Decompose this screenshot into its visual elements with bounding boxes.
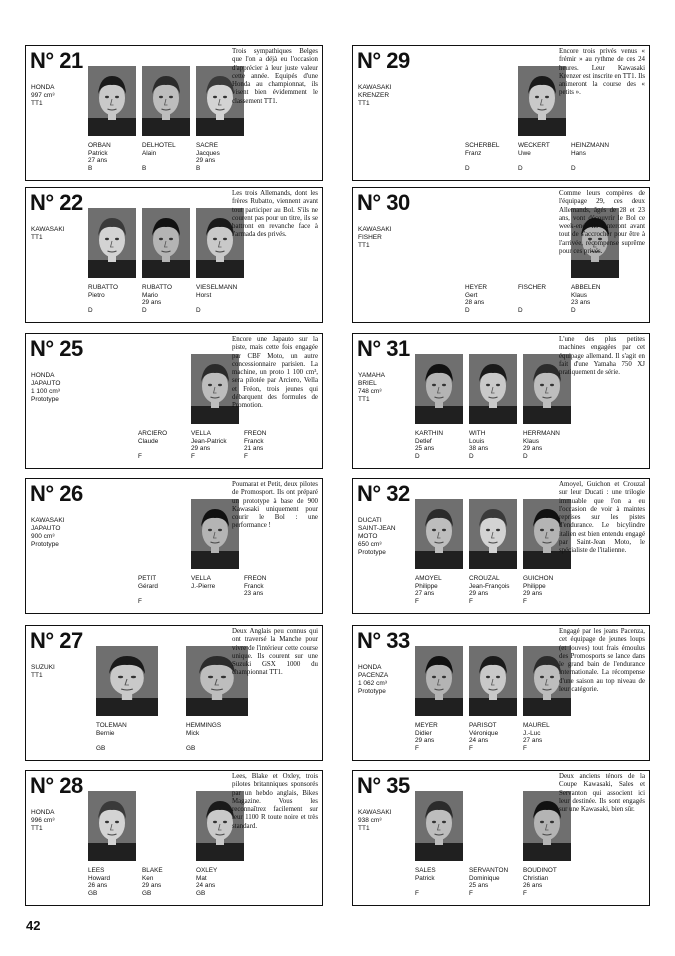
rider-first: Bernie <box>96 729 115 737</box>
rider-age <box>191 590 247 598</box>
rider-nat: F <box>469 597 473 605</box>
team-card <box>352 187 650 323</box>
rider-nat: D <box>518 164 523 172</box>
rider-age: 28 ans <box>465 299 485 307</box>
rider-info <box>518 284 574 314</box>
rider-first: Patrick <box>88 149 108 157</box>
rider-nat: GB <box>96 744 106 752</box>
team-card <box>352 625 650 761</box>
bike-info-line: YAMAHA <box>358 372 385 379</box>
rider-info <box>244 430 300 460</box>
rider-nat <box>191 598 247 606</box>
team-card <box>25 770 323 906</box>
bike-info-line: 748 cm³ <box>358 388 382 395</box>
rider-nat: B <box>88 164 93 172</box>
rider-age: 29 ans <box>142 299 162 307</box>
bike-info-line: KAWASAKI <box>31 517 65 524</box>
rider-last: ARCIERO <box>138 430 168 437</box>
rider-last: TOLEMAN <box>96 722 127 729</box>
rider-age: 29 ans <box>191 445 211 453</box>
rider-first: Franck <box>244 437 264 445</box>
bike-info-line: Prototype <box>31 541 59 548</box>
rider-first: Patrick <box>415 874 435 882</box>
rider-age <box>415 882 471 890</box>
rider-age <box>465 157 521 165</box>
rider-info <box>88 867 144 897</box>
rider-age <box>96 737 152 745</box>
rider-photo <box>88 208 136 278</box>
rider-info <box>523 575 579 605</box>
rider-nat: F <box>415 597 419 605</box>
rider-first: Franck <box>244 582 264 590</box>
rider-info <box>465 142 521 172</box>
rider-last: HEYER <box>465 284 488 291</box>
bike-info-line: KAWASAKI <box>358 226 392 233</box>
team-card <box>25 187 323 323</box>
rider-age: 38 ans <box>469 445 489 453</box>
team-description: Les trois Allemands, dont les frères Rubatto, viennent avant tout participer au Bol. S'ils ne courent pas pour un titre, ils se battront en revanche face à l'armada des privés. <box>232 190 318 239</box>
rider-last: ORBAN <box>88 142 111 149</box>
rider-info <box>196 867 252 897</box>
bike-info <box>358 664 420 696</box>
rider-age: 26 ans <box>523 882 543 890</box>
rider-nat: F <box>469 744 473 752</box>
rider-nat: F <box>415 744 419 752</box>
rider-age: 29 ans <box>523 445 543 453</box>
bike-info-line: PACENZA <box>358 672 389 679</box>
rider-info <box>142 142 198 172</box>
bike-info-line: JAPAUTO <box>31 525 61 532</box>
rider-nat: F <box>415 889 419 897</box>
rider-age: 26 ans <box>88 882 108 890</box>
rider-first: J.-Luc <box>523 729 541 737</box>
rider-nat: D <box>142 306 147 314</box>
bike-info-line: 1 062 cm³ <box>358 680 387 687</box>
rider-age: 29 ans <box>469 590 489 598</box>
team-number: N° 31 <box>357 336 410 361</box>
bike-info <box>31 226 93 242</box>
rider-first: Howard <box>88 874 111 882</box>
rider-age <box>142 157 198 165</box>
rider-nat: D <box>469 452 474 460</box>
rider-nat: D <box>571 306 576 314</box>
team-number: N° 30 <box>357 190 410 215</box>
rider-age: 27 ans <box>415 590 435 598</box>
rider-info <box>415 575 471 605</box>
rider-last: FREON <box>244 575 267 582</box>
rider-first: Pietro <box>88 291 105 299</box>
team-description: Encore une Japauto sur la piste, mais cette fois engagée par CBF Moto, un autre concessionnaire parisien. La machine, un proto 1 100 cm³, sera pilotée par Arciero, Vella et Fréon, trois jeunes qui débarquent des formules de Promotion. <box>232 336 318 410</box>
rider-age <box>138 590 194 598</box>
bike-info-line: HONDA <box>31 84 55 91</box>
rider-first: Gert <box>465 291 478 299</box>
rider-last: HEINZMANN <box>571 142 609 149</box>
team-description: Lees, Blake et Oxley, trois pilotes britanniques sponsorés par un hebdo anglais, Bikes Magazine. Vous les reconnaîtrez facilement sur leur 1100 R toute noire et très standard. <box>232 773 318 830</box>
rider-first: Uwe <box>518 149 531 157</box>
bike-info-line: TT1 <box>31 825 43 832</box>
bike-info-line: TT1 <box>358 100 370 107</box>
rider-photo <box>142 66 190 136</box>
team-number: N° 32 <box>357 481 410 506</box>
rider-info <box>196 142 252 172</box>
rider-photo <box>415 499 463 569</box>
rider-last: BLAKE <box>142 867 163 874</box>
team-number: N° 28 <box>30 773 83 798</box>
rider-nat: F <box>138 452 142 460</box>
team-number: N° 33 <box>357 628 410 653</box>
team-description: Comme leurs compères de l'équipage 29, ces deux Allemands, âgés de 28 et 23 ans, vont découvrir le Bol ce week-end. Ils tenteront avant tout de s'accrocher pour être à l'arrivée, récompense suprême pour ces privés. <box>559 190 645 256</box>
bike-info <box>358 226 420 250</box>
rider-first: Christian <box>523 874 549 882</box>
rider-nat <box>244 598 300 606</box>
rider-photo <box>415 791 463 861</box>
rider-last: FISCHER <box>518 284 547 291</box>
bike-info-line: HONDA <box>31 372 55 379</box>
rider-info <box>571 284 627 314</box>
team-card <box>352 45 650 181</box>
rider-nat: D <box>523 452 528 460</box>
rider-nat: D <box>518 306 523 314</box>
rider-info <box>196 284 252 314</box>
bike-info-line: TT1 <box>358 825 370 832</box>
rider-first <box>518 292 574 300</box>
rider-age: 24 ans <box>469 737 489 745</box>
rider-first: Véronique <box>469 729 499 737</box>
bike-info-line: TT1 <box>358 396 370 403</box>
team-card <box>25 45 323 181</box>
bike-info-line: FISHER <box>358 234 382 241</box>
rider-info <box>469 575 525 605</box>
rider-first: Jean-Patrick <box>191 437 227 445</box>
rider-age: 29 ans <box>523 590 543 598</box>
rider-first: Claude <box>138 437 159 445</box>
rider-nat: F <box>191 452 195 460</box>
rider-info <box>571 142 627 172</box>
rider-last: LEES <box>88 867 105 874</box>
team-card <box>352 478 650 614</box>
bike-info-line: TT1 <box>31 672 43 679</box>
team-number: N° 25 <box>30 336 83 361</box>
rider-last: BOUDINOT <box>523 867 557 874</box>
rider-first: Mick <box>186 729 200 737</box>
bike-info-line: KRENZER <box>358 92 390 99</box>
rider-info <box>244 575 300 605</box>
rider-last: RUBATTO <box>142 284 172 291</box>
rider-nat: F <box>469 889 473 897</box>
rider-photo <box>469 354 517 424</box>
bike-info <box>31 809 93 833</box>
rider-nat: D <box>196 306 201 314</box>
team-number: N° 35 <box>357 773 410 798</box>
bike-info <box>31 517 93 549</box>
rider-first: Dominique <box>469 874 500 882</box>
rider-nat: D <box>465 164 470 172</box>
rider-age: 24 ans <box>196 882 216 890</box>
rider-age <box>571 157 627 165</box>
rider-info <box>523 867 579 897</box>
rider-last: WITH <box>469 430 486 437</box>
rider-last: SERVANTON <box>469 867 509 874</box>
rider-first: Detlef <box>415 437 432 445</box>
page-number: 42 <box>26 918 41 933</box>
team-card <box>25 333 323 469</box>
rider-first: Hans <box>571 149 586 157</box>
bike-info-line: Prototype <box>31 396 59 403</box>
bike-info <box>31 84 93 108</box>
rider-nat: B <box>196 164 201 172</box>
bike-info-line: MOTO <box>358 533 378 540</box>
rider-last: HERRMANN <box>523 430 560 437</box>
bike-info-line: KAWASAKI <box>358 809 392 816</box>
rider-nat: F <box>523 597 527 605</box>
bike-info-line: KAWASAKI <box>358 84 392 91</box>
rider-age: 25 ans <box>469 882 489 890</box>
rider-first: Klaus <box>571 291 587 299</box>
rider-age <box>518 299 574 307</box>
rider-info <box>469 722 525 752</box>
rider-info <box>138 575 194 605</box>
rider-nat: GB <box>88 889 98 897</box>
rider-last: VELLA <box>191 575 211 582</box>
rider-photo <box>469 646 517 716</box>
rider-age: 29 ans <box>142 882 162 890</box>
rider-age <box>138 445 194 453</box>
rider-last: OXLEY <box>196 867 218 874</box>
rider-info <box>518 142 574 172</box>
rider-info <box>186 722 242 752</box>
rider-last: VELLA <box>191 430 211 437</box>
rider-first: Didier <box>415 729 432 737</box>
rider-last: DELHOTEL <box>142 142 176 149</box>
rider-last: HEMMINGS <box>186 722 222 729</box>
rider-last: RUBATTO <box>88 284 118 291</box>
team-card <box>25 478 323 614</box>
team-description: Amoyel, Guichon et Crouzal sur leur Ducati : une trilogie immuable que l'on a eu l'occasion de voir à maintes reprises sur les pistes d'endurance. Le bicylindre italien est bien entendu engagé par Saint-Jean Moto, le spécialiste de l'italienne. <box>559 481 645 555</box>
team-description: Deux anciens ténors de la Coupe Kawasaki, Sales et Servanton qui associent ici leur destinée. Ils sont engagés sur une Kawasaki, bien sûr. <box>559 773 645 814</box>
bike-info <box>31 664 93 680</box>
rider-age: 21 ans <box>244 445 264 453</box>
rider-nat: B <box>142 164 147 172</box>
rider-nat: D <box>415 452 420 460</box>
rider-photo <box>415 646 463 716</box>
rider-first: Alain <box>142 149 157 157</box>
team-description: L'une des plus petites machines engagées par cet équipage allemand. Il s'agit en fait d'une Yamaha 750 XJ pratiquement de série. <box>559 336 645 377</box>
rider-nat: F <box>138 597 142 605</box>
team-number: N° 27 <box>30 628 83 653</box>
rider-info <box>96 722 152 752</box>
bike-info-line: 650 cm³ <box>358 541 382 548</box>
rider-info <box>191 575 247 605</box>
bike-info-line: Prototype <box>358 688 386 695</box>
rider-nat: GB <box>186 744 196 752</box>
bike-info <box>358 517 420 557</box>
rider-age: 27 ans <box>88 157 108 165</box>
rider-first: Philippe <box>523 582 546 590</box>
team-number: N° 21 <box>30 48 83 73</box>
rider-first: Philippe <box>415 582 438 590</box>
rider-age: 27 ans <box>523 737 543 745</box>
rider-info <box>142 284 198 314</box>
rider-info <box>523 722 579 752</box>
bike-info-line: 996 cm³ <box>31 817 55 824</box>
rider-last: PETIT <box>138 575 157 582</box>
bike-info-line: 1 100 cm³ <box>31 388 60 395</box>
rider-info <box>415 722 471 752</box>
bike-info-line: SAINT-JEAN <box>358 525 396 532</box>
team-description: Poumarat et Petit, deux pilotes de Promosport. Ils ont préparé un prototype à base de 900 Kawasaki uniquement pour courir le Bol : une performance ! <box>232 481 318 530</box>
rider-first: Horst <box>196 291 212 299</box>
rider-last: FREON <box>244 430 267 437</box>
rider-nat: D <box>465 306 470 314</box>
rider-info <box>465 284 521 314</box>
team-description: Deux Anglais peu connus qui ont traversé la Manche pour vivre de l'intérieur cette course unique. Ils courent sur une Suzuki GSX 1000 du championnat TT1. <box>232 628 318 677</box>
bike-info-line: TT1 <box>358 242 370 249</box>
rider-first: J.-Pierre <box>191 582 216 590</box>
rider-nat: D <box>88 306 93 314</box>
bike-info <box>358 372 420 404</box>
rider-nat: F <box>244 452 248 460</box>
team-description: Encore trois privés venus « frémir » au rythme de ces 24 heures. Leur Kawasaki Krenzer est inscrite en TT1. Ils animeront la course des « petits ». <box>559 48 645 97</box>
rider-last: CROUZAL <box>469 575 500 582</box>
rider-age <box>186 737 242 745</box>
bike-info-line: 938 cm³ <box>358 817 382 824</box>
rider-photo <box>469 499 517 569</box>
rider-age <box>518 157 574 165</box>
team-description: Trois sympathiques Belges que l'on a déjà eu l'occasion d'apprécier à leur juste valeur cette année. Equipés d'une Honda au championnat, ils visent bien évidemment le classement TT1. <box>232 48 318 105</box>
bike-info-line: TT1 <box>31 100 43 107</box>
rider-last: WECKERT <box>518 142 550 149</box>
rider-age <box>196 299 252 307</box>
rider-last: SCHERBEL <box>465 142 500 149</box>
bike-info <box>31 372 93 404</box>
rider-info <box>469 430 525 460</box>
bike-info-line: HONDA <box>358 664 382 671</box>
bike-info <box>358 84 420 108</box>
rider-last: GUICHON <box>523 575 554 582</box>
rider-first: Louis <box>469 437 485 445</box>
team-card <box>25 625 323 761</box>
rider-first: Klaus <box>523 437 539 445</box>
bike-info-line: 997 cm³ <box>31 92 55 99</box>
rider-last: SACRE <box>196 142 219 149</box>
rider-age: 29 ans <box>415 737 435 745</box>
rider-first: Mat <box>196 874 207 882</box>
rider-nat: GB <box>142 889 152 897</box>
rider-age: 25 ans <box>415 445 435 453</box>
rider-photo <box>88 791 136 861</box>
rider-age: 23 ans <box>244 590 264 598</box>
rider-first: Gérard <box>138 582 158 590</box>
bike-info-line: Prototype <box>358 549 386 556</box>
bike-info-line: SUZUKI <box>31 664 55 671</box>
rider-info <box>138 430 194 460</box>
bike-info-line: KAWASAKI <box>31 226 65 233</box>
bike-info-line: DUCATI <box>358 517 382 524</box>
bike-info-line: JAPAUTO <box>31 380 61 387</box>
rider-last: AMOYEL <box>415 575 442 582</box>
rider-info <box>469 867 525 897</box>
rider-last: KARTHIN <box>415 430 443 437</box>
rider-nat: D <box>571 164 576 172</box>
rider-first: Jean-François <box>469 582 510 590</box>
rider-last: ABBELEN <box>571 284 601 291</box>
team-card <box>352 770 650 906</box>
rider-first: Franz <box>465 149 482 157</box>
rider-info <box>523 430 579 460</box>
rider-info <box>88 284 144 314</box>
rider-first: Ken <box>142 874 154 882</box>
rider-nat: GB <box>196 889 206 897</box>
rider-info <box>415 430 471 460</box>
rider-info <box>142 867 198 897</box>
rider-last: MEYER <box>415 722 438 729</box>
bike-info-line: 900 cm³ <box>31 533 55 540</box>
rider-photo <box>142 208 190 278</box>
bike-info-line: BRIEL <box>358 380 377 387</box>
bike-info-line: TT1 <box>31 234 43 241</box>
rider-info <box>191 430 247 460</box>
rider-info <box>415 867 471 897</box>
rider-last: PARISOT <box>469 722 497 729</box>
team-description: Engagé par les jeans Pacenza, cet équipage de jeunes loups (et louves) tout frais émoulus des Promosports se lance dans le grand bain de l'endurance internationale. La récompense d'une saison au top niveau de leur catégorie. <box>559 628 645 694</box>
bike-info-line: HONDA <box>31 809 55 816</box>
team-number: N° 22 <box>30 190 83 215</box>
rider-photo <box>96 646 158 716</box>
bike-info <box>358 809 420 833</box>
rider-nat: F <box>523 744 527 752</box>
team-number: N° 29 <box>357 48 410 73</box>
rider-age: 23 ans <box>571 299 591 307</box>
rider-nat: F <box>523 889 527 897</box>
rider-last: SALES <box>415 867 436 874</box>
rider-first: Mario <box>142 291 158 299</box>
rider-photo <box>415 354 463 424</box>
rider-photo <box>88 66 136 136</box>
rider-first: Jacques <box>196 149 220 157</box>
rider-age: 29 ans <box>196 157 216 165</box>
rider-last: MAUREL <box>523 722 550 729</box>
team-number: N° 26 <box>30 481 83 506</box>
rider-age <box>88 299 144 307</box>
rider-last: VIESELMANN <box>196 284 238 291</box>
rider-info <box>88 142 144 172</box>
team-card <box>352 333 650 469</box>
